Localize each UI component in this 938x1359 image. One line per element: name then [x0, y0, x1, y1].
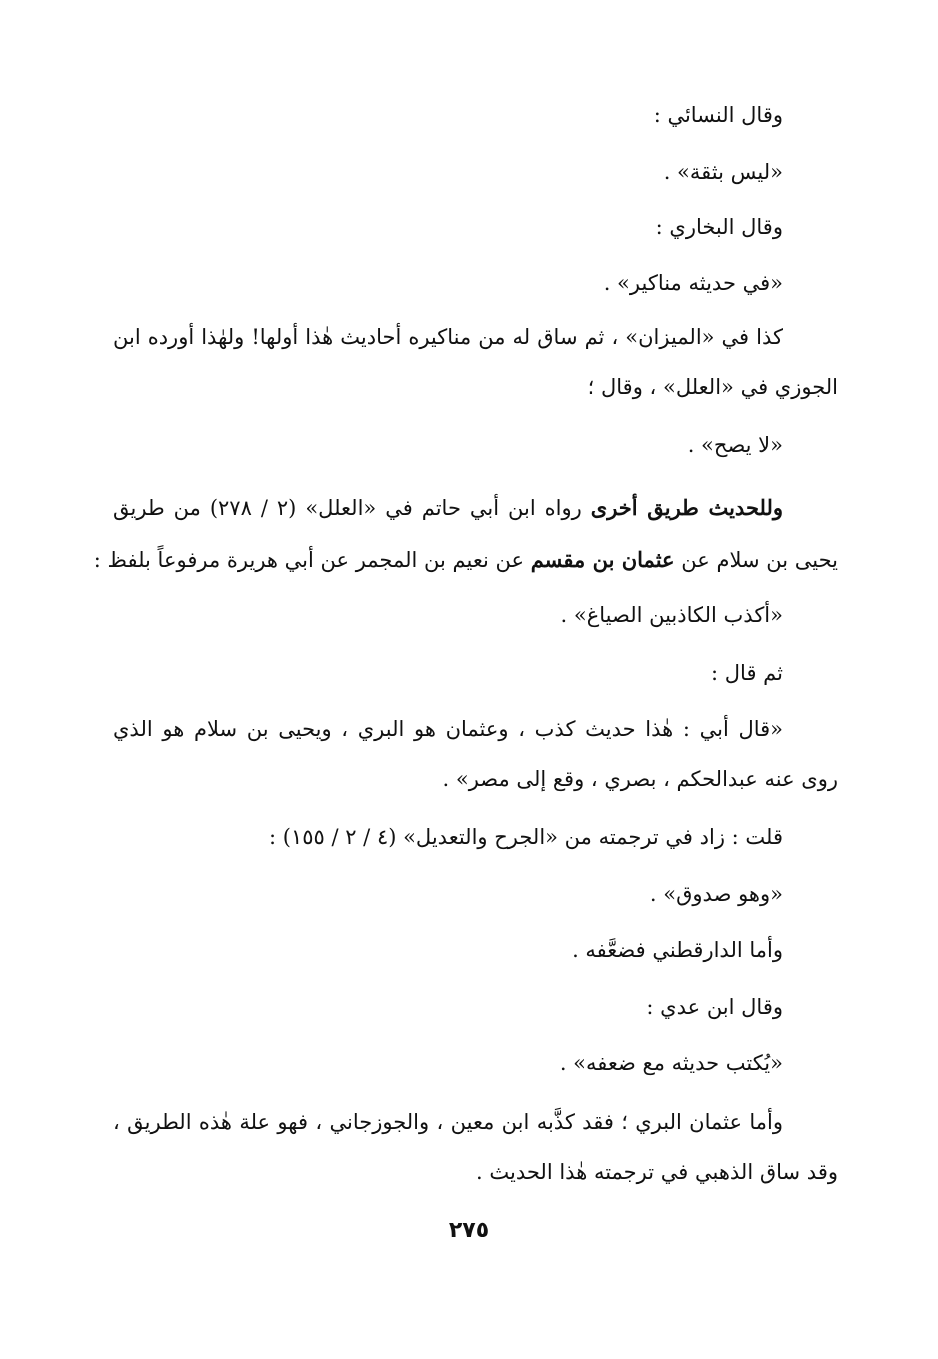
- quote-line: «أكذب الكاذبين الصياغ» .: [560, 603, 783, 627]
- text-line: [113, 493, 783, 523]
- text-span: يحيى بن سلام عن: [674, 548, 838, 572]
- text-line: ثم قال :: [711, 661, 783, 685]
- text-line: وقال ابن عدي :: [646, 995, 783, 1019]
- text-line: [93, 545, 838, 575]
- quote-line: «لا يصح» .: [687, 433, 783, 457]
- quote-line: «قال أبي : هٰذا حديث كذب ، وعثمان هو البري ، ويحيى بن سلام هو الذي: [113, 717, 783, 741]
- quote-line: روى عنه عبدالحكم ، بصري ، وقع إلى مصر» .: [442, 767, 838, 791]
- text-span: عن نعيم بن المجمر عن أبي هريرة مرفوعاً بلفظ :: [93, 548, 531, 572]
- quote-line: «وهو صدوق» .: [649, 882, 783, 906]
- page-number: ٢٧٥: [448, 1218, 490, 1243]
- quote-line: «يُكتب حديثه مع ضعفه» .: [559, 1051, 783, 1075]
- text-line: وأما الدارقطني فضعَّفه .: [572, 938, 783, 962]
- text-line: كذا في «الميزان» ، ثم ساق له من مناكيره أحاديث هٰذا أولها! ولهٰذا أورده ابن: [113, 325, 783, 349]
- text-line: وقال البخاري :: [655, 215, 783, 239]
- bold-phrase: وللحديث طريق أخرى: [590, 495, 784, 520]
- text-line: وقد ساق الذهبي في ترجمته هٰذا الحديث .: [476, 1160, 838, 1184]
- bold-phrase: عثمان بن مقسم: [530, 547, 675, 572]
- quote-line: «في حديثه مناكير» .: [603, 271, 783, 295]
- text-line: وأما عثمان البري ؛ فقد كذَّبه ابن معين ، والجوزجاني ، فهو علة هٰذه الطريق ،: [113, 1110, 783, 1134]
- text-line: قلت : زاد في ترجمته من «الجرح والتعديل» (٤ / ٢ / ١٥٥) :: [268, 825, 783, 849]
- quote-line: «ليس بثقة» .: [663, 160, 783, 184]
- text-line: وقال النسائي :: [653, 103, 783, 127]
- text-line: الجوزي في «العلل» ، وقال ؛: [587, 375, 838, 399]
- text-span: رواه ابن أبي حاتم في «العلل» (٢ / ٢٧٨) من طريق: [113, 496, 591, 520]
